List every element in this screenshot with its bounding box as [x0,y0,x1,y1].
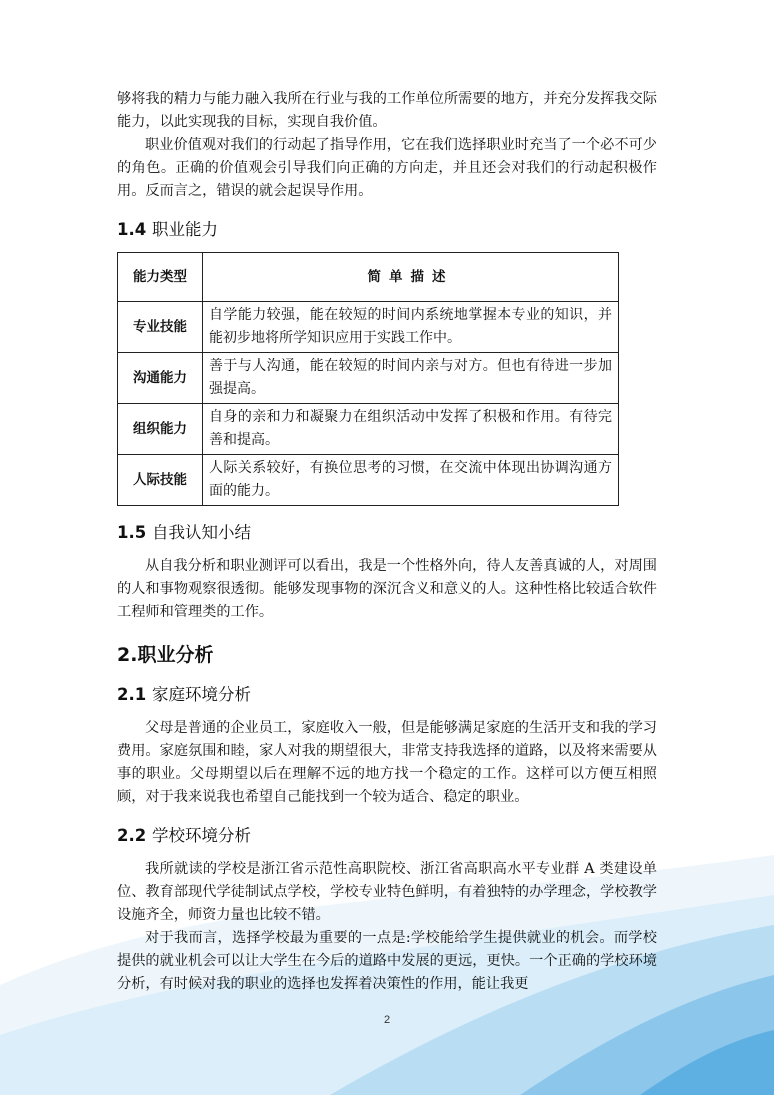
section-title: 职业能力 [151,220,218,239]
section-title: 学校环境分析 [151,826,251,845]
section-title: 家庭环境分析 [151,685,251,704]
section-title: 自我认知小结 [151,523,251,542]
ability-type-cell: 专业技能 [118,302,203,353]
table-header-description: 简单描述 [203,253,619,302]
paragraph: 对于我而言，选择学校最为重要的一点是:学校能给学生提供就业的机会。而学校提供的就业机会可以让大学生在今后的道路中发展的更远，更快。一个正确的学校环境分析，有时候对我的职业的选择也发挥着决策性的作用，能让我更 [117,930,657,992]
section-heading-1-5 [117,522,657,544]
ability-table [117,252,619,506]
table-row [118,404,619,455]
section-heading-1-4 [117,219,657,241]
paragraph: 我所就读的学校是浙江省示范性高职院校、浙江省高职高水平专业群 A 类建设单位、教育部现代学徒制试点学校，学校专业特色鲜明，有着独特的办学理念，学校教学设施齐全，师资力量也比较不错。 [117,861,657,923]
paragraph: 从自我分析和职业测评可以看出，我是一个性格外向，待人友善真诚的人，对周围的人和事物观察很透彻。能够发现事物的深沉含义和意义的人。这种性格比较适合软件工程师和管理类的工作。 [117,558,657,620]
paragraph: 职业价值观对我们的行动起了指导作用，它在我们选择职业时充当了一个必不可少的角色。正确的价值观会引导我们向正确的方向走，并且还会对我们的行动起积极作用。反而言之，错误的就会起误导作用。 [117,137,657,199]
table-row [118,302,619,353]
paragraph: 够将我的精力与能力融入我所在行业与我的工作单位所需要的地方，并充分发挥我交际能力，以此实现我的目标，实现自我价值。 [117,91,657,130]
section-number: 2.1 [117,685,147,704]
page-number: 2 [383,1014,391,1026]
ability-type-cell: 人际技能 [118,455,203,506]
section-number: 1.4 [117,220,147,239]
table-row [118,353,619,404]
ability-type-cell: 沟通能力 [118,353,203,404]
ability-description-cell: 人际关系较好，有换位思考的习惯，在交流中体现出协调沟通方面的能力。 [203,455,619,506]
ability-type-cell: 组织能力 [118,404,203,455]
table-header-row [118,253,619,302]
table-header-type: 能力类型 [118,253,203,302]
section-number: 2.2 [117,826,147,845]
ability-description-cell: 自身的亲和力和凝聚力在组织活动中发挥了积极和作用。有待完善和提高。 [203,404,619,455]
table-row [118,455,619,506]
ability-description-cell: 善于与人沟通，能在较短的时间内亲与对方。但也有待进一步加强提高。 [203,353,619,404]
section-heading-2-2 [117,825,657,847]
section-heading-2-1 [117,684,657,706]
section-number: 1.5 [117,523,147,542]
chapter-heading: 2.职业分析 [117,644,214,666]
document-page-content [117,88,657,996]
paragraph: 父母是普通的企业员工，家庭收入一般，但是能够满足家庭的生活开支和我的学习费用。家庭氛围和睦，家人对我的期望很大，非常支持我选择的道路，以及将来需要从事的职业。父母期望以后在理解不远的地方找一个稳定的工作。这样可以方便互相照顾，对于我来说我也希望自己能找到一个较为适合、稳定的职业。 [117,720,657,805]
ability-description-cell: 自学能力较强，能在较短的时间内系统地掌握本专业的知识，并能初步地将所学知识应用于实践工作中。 [203,302,619,353]
